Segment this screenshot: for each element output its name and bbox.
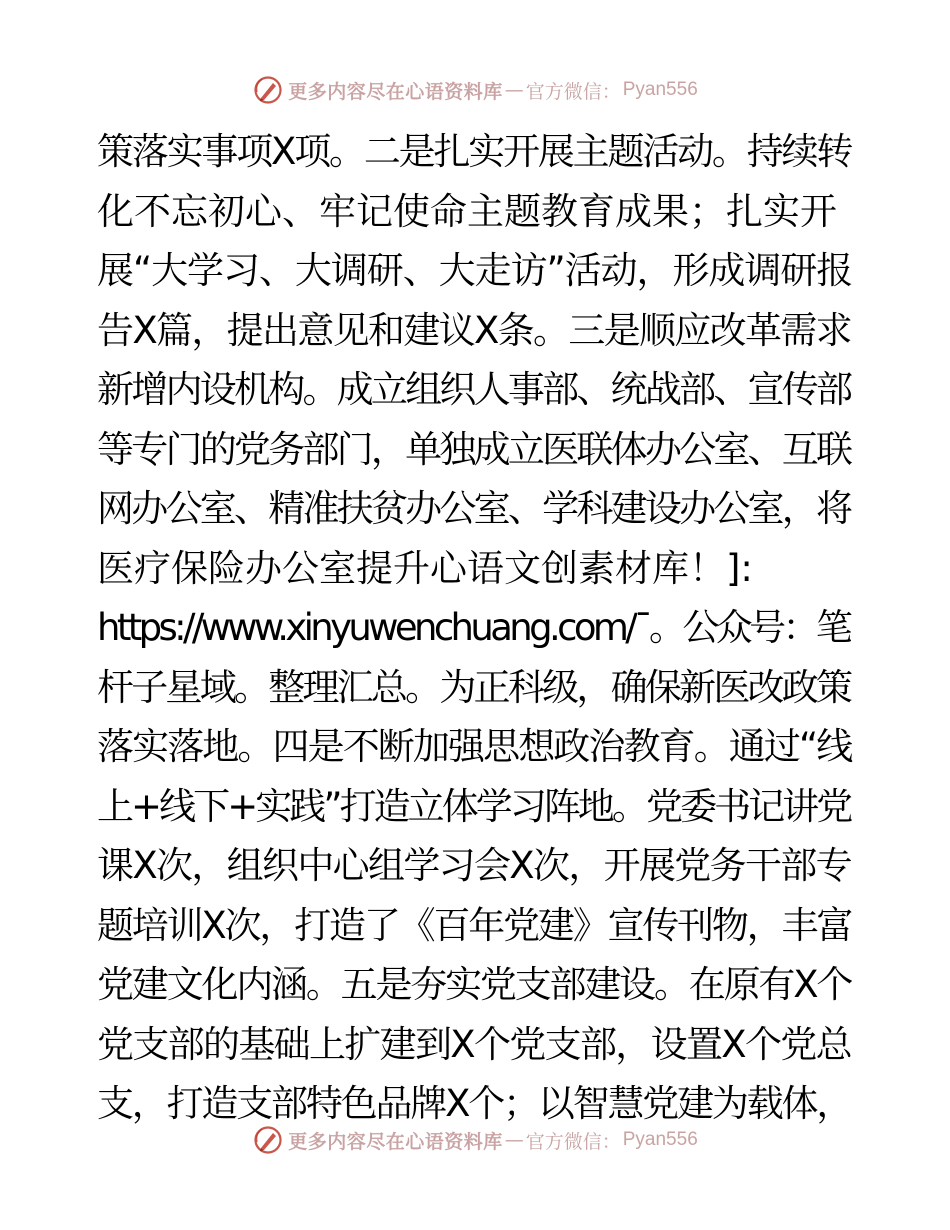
body-line: 网办公室、精准扶贫办公室、学科建设办公室，将 [97, 487, 851, 530]
body-line: 杆子星域。整理汇总。为正科级，确保新医改政策 [97, 665, 851, 709]
body-line: 落实落地。四是不断加强思想政治教育。通过“线 [97, 725, 852, 768]
body-line: 等专门的党务部门，单独成立医联体办公室、互联 [97, 427, 851, 471]
pen-logo-icon [252, 1124, 284, 1156]
body-line: 上+线下+实践”打造立体学习阵地。党委书记讲党 [97, 784, 851, 828]
footer-watermark-banner [0, 1122, 950, 1158]
header-wechat-handle: Pyan556 [622, 79, 698, 100]
body-line: 展“大学习、大调研、大走访”活动，形成调研报 [97, 249, 853, 292]
header-watermark-text: 更多内容尽在心语资料库 [288, 80, 503, 103]
body-line: 课X次，组织中心组学习会X次，开展党务干部专 [97, 844, 851, 887]
document-body [97, 122, 853, 1134]
body-line: 化不忘初心、牢记使命主题教育成果；扎实开 [97, 189, 837, 233]
body-line: 新增内设机构。成立组织人事部、统战部、宣传部 [97, 368, 851, 411]
header-wechat-label: 官方微信： [525, 80, 621, 103]
body-line: 策落实事项X项。二是扎实开展主题活动。持续转 [97, 130, 852, 173]
body-line: 党支部的基础上扩建到X个党支部，设置X个党总 [97, 1022, 851, 1066]
footer-wechat-handle: Pyan556 [622, 1129, 698, 1150]
body-line: 党建文化内涵。五是夯实党支部建设。在原有X个 [97, 963, 852, 1006]
header-watermark-separator: — [504, 79, 524, 101]
header-watermark-banner [0, 72, 950, 108]
body-line: 题培训X次，打造了《百年党建》宣传刊物，丰富 [97, 903, 852, 947]
body-line-link: https://www.xinyuwenchuang.com/¯。公众号：笔 [97, 606, 850, 649]
footer-wechat-label: 官方微信： [525, 1130, 621, 1153]
body-line: 告X篇，提出意见和建议X条。三是顺应改革需求 [97, 308, 851, 352]
body-line: 医疗保险办公室提升心语文创素材库！]: [97, 546, 753, 590]
footer-watermark-text: 更多内容尽在心语资料库 [288, 1130, 503, 1153]
footer-watermark-separator: — [504, 1129, 524, 1151]
body-line: 支，打造支部特色品牌X个；以智慧党建为载体， [97, 1082, 852, 1125]
pen-logo-icon [252, 74, 284, 106]
